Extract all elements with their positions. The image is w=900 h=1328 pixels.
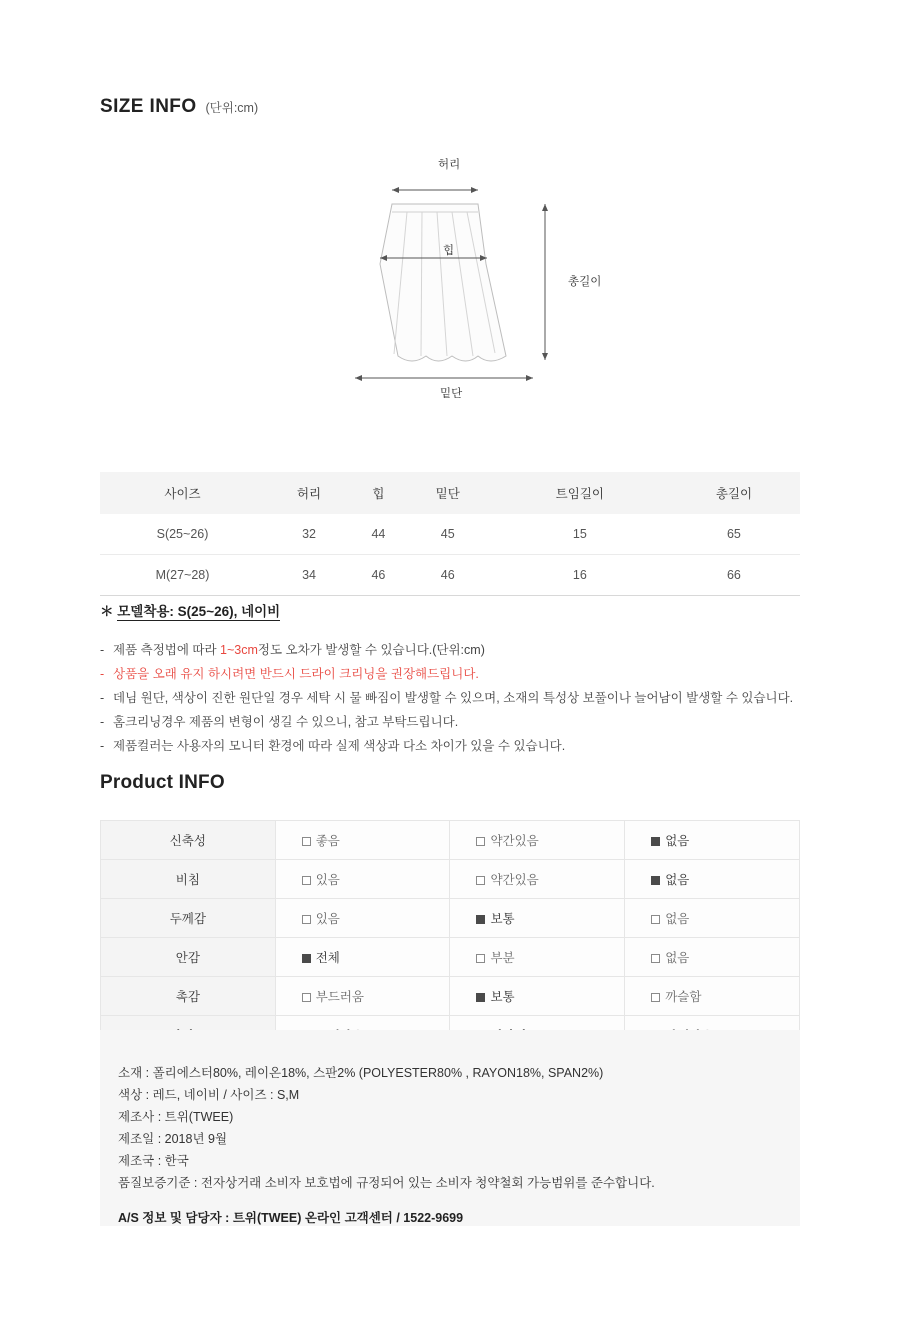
checkbox-icon [651,993,660,1002]
attr-option [450,977,625,1016]
size-cell: 65 [668,514,800,555]
size-cell: S(25~26) [100,514,265,555]
checkbox-icon [302,915,311,924]
size-table-header-cell: 힙 [353,472,404,514]
size-table-body [100,514,800,596]
care-notes-list [100,638,793,758]
size-table-header-cell: 트임길이 [492,472,668,514]
diagram-label-hem: 밑단 [440,388,463,400]
attr-option-label: 있음 [315,873,340,887]
model-wearing-note [100,600,280,620]
size-cell: 34 [265,555,353,596]
model-note-text: 모델착용: S(25~26), 네이비 [117,604,281,619]
size-cell: 32 [265,514,353,555]
product-attribute-table [100,820,800,1055]
attr-option [275,938,450,977]
size-cell: 44 [353,514,404,555]
product-legal-info-block [100,1030,800,1226]
info-line: 소재 : 폴리에스터80%, 레이온18%, 스판2% (POLYESTER80% , RAYON18%, SPAN2%) [118,1066,604,1080]
size-cell: 46 [353,555,404,596]
info-line: 품질보증기준 : 전자상거래 소비자 보호법에 규정되어 있는 소비자 청약철회 가능범위를 준수합니다. [118,1176,655,1190]
attr-label: 안감 [101,938,276,977]
attr-option [625,977,800,1016]
attr-option [450,938,625,977]
diagram-label-total-length: 총길이 [568,276,602,288]
attr-option-label: 부분 [490,951,515,965]
size-table-header-cell: 총길이 [668,472,800,514]
attr-option-label: 좋음 [315,834,340,848]
attr-option [450,821,625,860]
note-dash: - [100,715,105,729]
info-line: 제조국 : 한국 [118,1154,189,1168]
size-info-header [100,96,258,118]
checkbox-icon [476,876,485,885]
attr-option [450,860,625,899]
info-line: 색상 : 레드, 네이비 / 사이즈 : S,M [118,1088,300,1102]
table-row [101,860,800,899]
size-table-header-cell: 사이즈 [100,472,265,514]
note-part: 홈크리닝경우 제품의 변형이 생길 수 있으니, 참고 부탁드립니다. [113,715,459,729]
attr-option-label: 까슬함 [665,990,702,1004]
size-table-header-row [100,472,800,514]
attr-option-label: 없음 [665,834,690,848]
size-cell: 46 [404,555,492,596]
attr-option-label: 약간있음 [490,834,539,848]
checkbox-icon [302,876,311,885]
attr-option [625,938,800,977]
size-table-head [100,472,800,514]
attr-label: 두께감 [101,899,276,938]
attr-option-label: 보통 [490,912,515,926]
attr-option-label: 없음 [665,951,690,965]
table-row [100,514,800,555]
table-row [101,821,800,860]
table-row [100,555,800,596]
note-part-highlight: 상품을 오래 유지 하시려면 반드시 드라이 크리닝을 권장해드립니다. [113,667,479,681]
note-dash: - [100,739,105,753]
attr-label: 촉감 [101,977,276,1016]
checkbox-icon [476,837,485,846]
size-info-unit: (단위:cm) [205,101,259,115]
note-part: 데님 원단, 색상이 진한 원단일 경우 세탁 시 물 빠짐이 발생할 수 있으며, 소재의 특성상 보풀이나 늘어남이 발생할 수 있습니다. [113,691,794,705]
note-part: 정도 오차가 발생할 수 있습니다.(단위:cm) [257,643,485,657]
checkbox-icon [651,915,660,924]
checkbox-icon [651,954,660,963]
skirt-diagram-svg [330,160,660,410]
size-cell: 66 [668,555,800,596]
table-row [101,899,800,938]
list-item [100,734,793,758]
product-attribute-body [101,821,800,1055]
attr-option-label: 약간있음 [490,873,539,887]
size-table-header-cell: 허리 [265,472,353,514]
attr-option-label: 부드러움 [315,990,365,1004]
list-item [100,686,793,710]
attr-option-label: 전체 [315,951,340,965]
note-part-highlight: 1~3cm [220,643,258,657]
skirt-measurement-diagram [330,160,660,410]
note-dash: - [100,643,105,657]
size-cell: 16 [492,555,668,596]
size-cell: M(27~28) [100,555,265,596]
attr-label: 신축성 [101,821,276,860]
size-table-header-cell: 밑단 [404,472,492,514]
attr-option [275,899,450,938]
attr-option-label: 없음 [665,912,690,926]
checkbox-icon [302,993,311,1002]
attr-option [625,860,800,899]
info-line: 제조사 : 트위(TWEE) [118,1110,234,1124]
note-dash: - [100,691,105,705]
diagram-label-hip: 힙 [443,245,455,257]
note-part: 제품 측정법에 따라 [113,643,221,657]
size-cell: 15 [492,514,668,555]
attr-option-label: 있음 [315,912,340,926]
attr-option-label: 보통 [490,990,515,1004]
note-part: 제품컬러는 사용자의 모니터 환경에 따라 실제 색상과 다소 차이가 있을 수 있습니다. [113,739,566,753]
attr-option [450,899,625,938]
attr-label: 비침 [101,860,276,899]
note-dash: - [100,667,105,681]
size-info-title: SIZE INFO [100,96,197,117]
as-info-line: A/S 정보 및 담당자 : 트위(TWEE) 온라인 고객센터 / 1522-9699 [118,1211,464,1225]
checkbox-checked-icon [476,993,485,1002]
model-note-prefix: ＊ [100,604,114,619]
product-info-title: Product INFO [100,772,225,793]
table-row [101,977,800,1016]
size-cell: 45 [404,514,492,555]
info-line: 제조일 : 2018년 9월 [118,1132,228,1146]
checkbox-checked-icon [302,954,311,963]
checkbox-icon [302,837,311,846]
list-item [100,638,793,662]
checkbox-checked-icon [476,915,485,924]
attr-option [625,821,800,860]
attr-option [275,977,450,1016]
diagram-label-waist: 허리 [438,159,461,171]
list-item [100,662,793,686]
checkbox-checked-icon [651,837,660,846]
attr-option [275,860,450,899]
list-item [100,710,793,734]
attr-option [275,821,450,860]
attr-option-label: 없음 [665,873,690,887]
table-row [101,938,800,977]
checkbox-checked-icon [651,876,660,885]
size-table [100,472,800,596]
attr-option [625,899,800,938]
checkbox-icon [476,954,485,963]
